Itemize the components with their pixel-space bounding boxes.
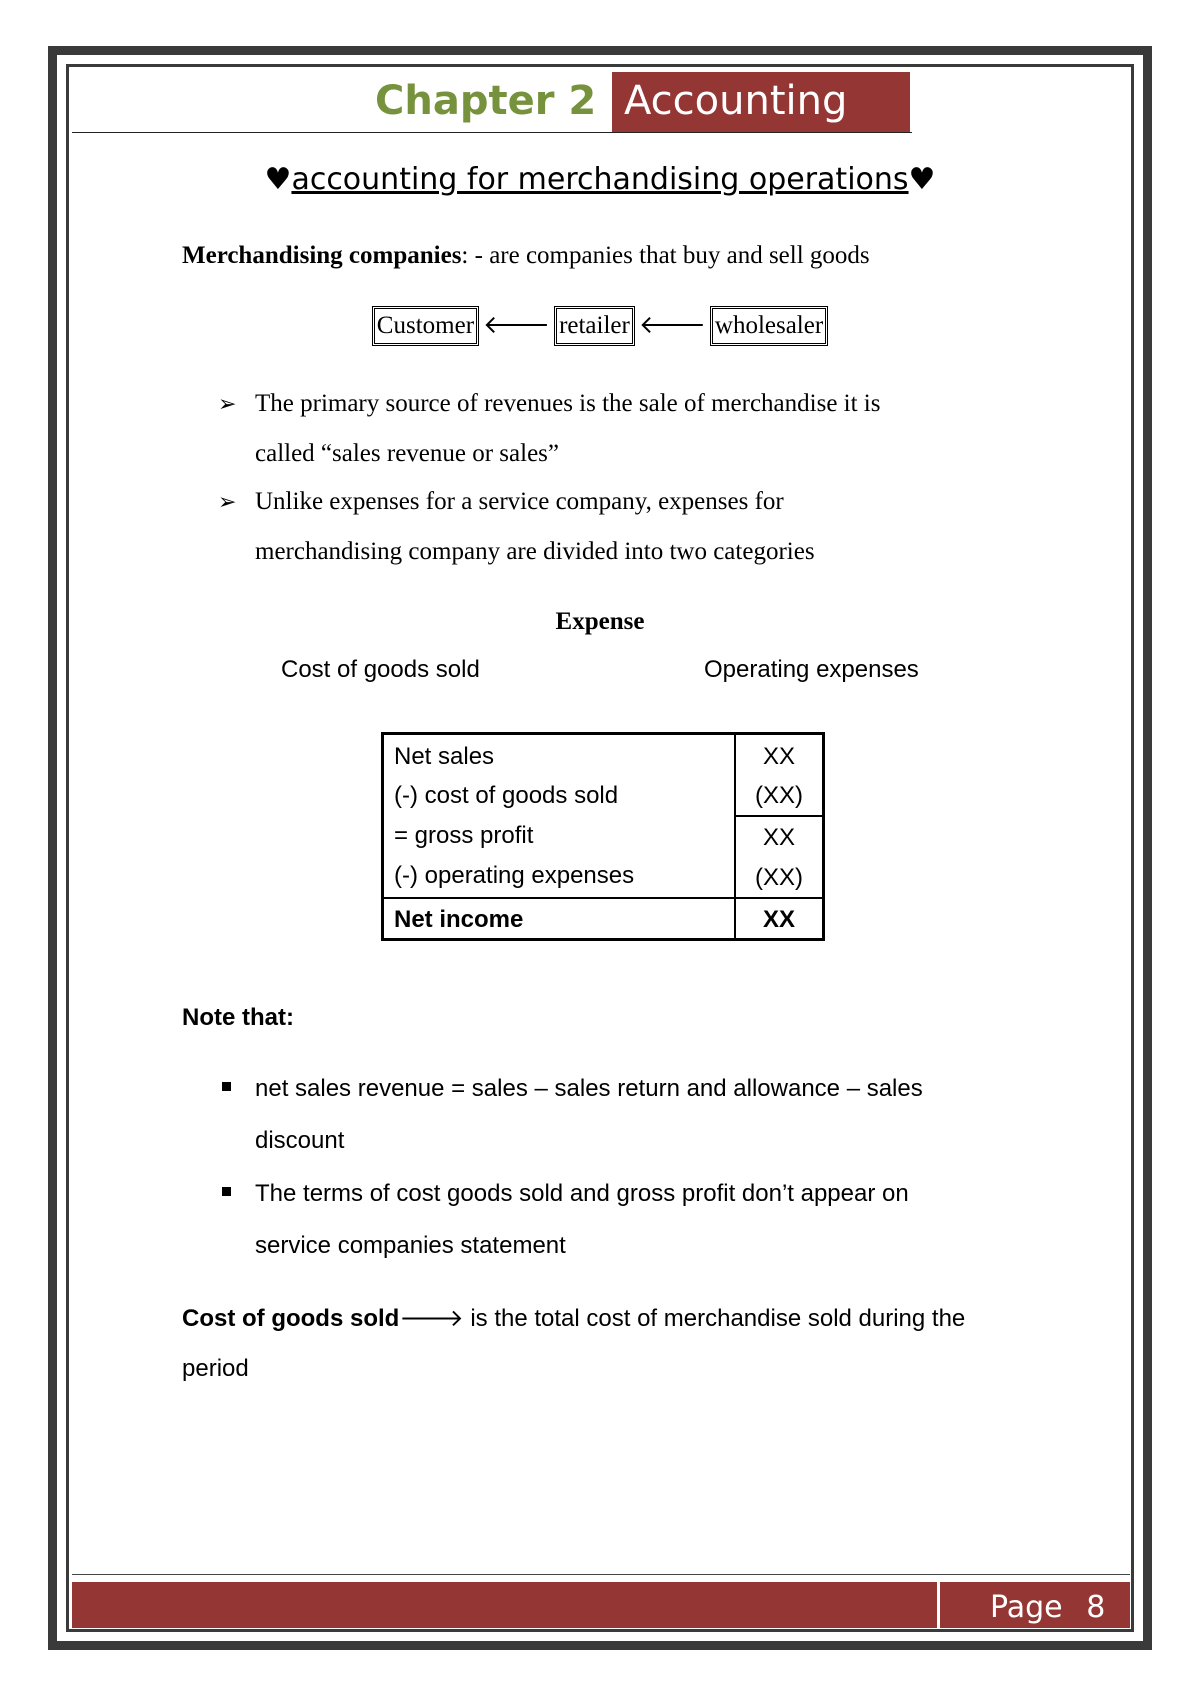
page-number [990, 1590, 1105, 1625]
note-item-1-line-2: discount [255, 1127, 345, 1154]
cogs-text: is the total cost of merchandise sold during the [463, 1305, 966, 1332]
definition-line [182, 242, 870, 270]
expense-category-cogs: Cost of goods sold [281, 656, 480, 683]
section-title [0, 162, 1200, 197]
arrow-bullet-icon: ➢ [218, 392, 237, 417]
chain-item-retailer: retailer [554, 306, 635, 346]
cogs-definition-line-1 [182, 1303, 965, 1333]
table-row-value: (XX) [755, 782, 803, 809]
footer-separator [937, 1582, 940, 1628]
arrow-bullet-icon: ➢ [218, 490, 237, 515]
chain-item-customer: Customer [372, 306, 479, 346]
note-item-1-line-1: net sales revenue = sales – sales return and allowance – sales [255, 1075, 923, 1102]
bullet-1-line-2: called “sales revenue or sales” [255, 440, 560, 467]
right-arrow-icon: 🡒 [399, 1305, 464, 1332]
table-row-value: (XX) [755, 864, 803, 891]
distribution-chain [0, 306, 1200, 346]
cogs-definition-line-2: period [182, 1355, 249, 1382]
table-total-divider [382, 897, 823, 899]
table-total-label: Net income [394, 906, 524, 933]
footer-bar [72, 1582, 1130, 1628]
section-title-text: accounting for merchandising operations [291, 162, 909, 197]
cogs-term: Cost of goods sold [182, 1305, 400, 1332]
table-row-label: (-) cost of goods sold [394, 782, 619, 809]
footer-rule [72, 1574, 1130, 1575]
table-row-label: (-) operating expenses [394, 862, 635, 889]
square-bullet-icon [222, 1082, 231, 1091]
table-row-label: = gross profit [394, 822, 534, 849]
left-arrow-icon: 🡐 [638, 312, 706, 339]
left-arrow-icon: 🡐 [483, 312, 551, 339]
expense-heading: Expense [555, 608, 645, 635]
header-rule [72, 132, 912, 133]
page-number-value: 8 [1086, 1590, 1106, 1625]
chapter-title: Accounting [624, 78, 848, 124]
table-row-value: XX [762, 824, 795, 851]
chain-item-wholesaler: wholesaler [710, 306, 828, 346]
table-row-value: XX [762, 743, 795, 770]
definition-term: Merchandising companies [182, 242, 462, 269]
bullet-2-line-1: Unlike expenses for a service company, expenses for [255, 488, 784, 515]
chapter-label: Chapter 2 [375, 78, 597, 124]
note-item-2-line-1: The terms of cost goods sold and gross profit don’t appear on [255, 1180, 909, 1207]
heart-icon-left: ♥ [264, 162, 292, 197]
bullet-2-line-2: merchandising company are divided into two categories [255, 538, 815, 565]
bullet-1-line-1: The primary source of revenues is the sale of merchandise it is [255, 390, 881, 417]
expense-category-operating: Operating expenses [704, 656, 919, 683]
table-total-value: XX [762, 906, 795, 933]
heart-icon-right: ♥ [908, 162, 936, 197]
table-value-divider [734, 815, 822, 817]
note-item-2-line-2: service companies statement [255, 1232, 566, 1259]
square-bullet-icon [222, 1187, 231, 1196]
note-heading: Note that: [182, 1004, 294, 1031]
table-row-label: Net sales [394, 743, 495, 770]
page-label: Page [990, 1590, 1063, 1625]
definition-text: : - are companies that buy and sell goods [461, 242, 870, 269]
